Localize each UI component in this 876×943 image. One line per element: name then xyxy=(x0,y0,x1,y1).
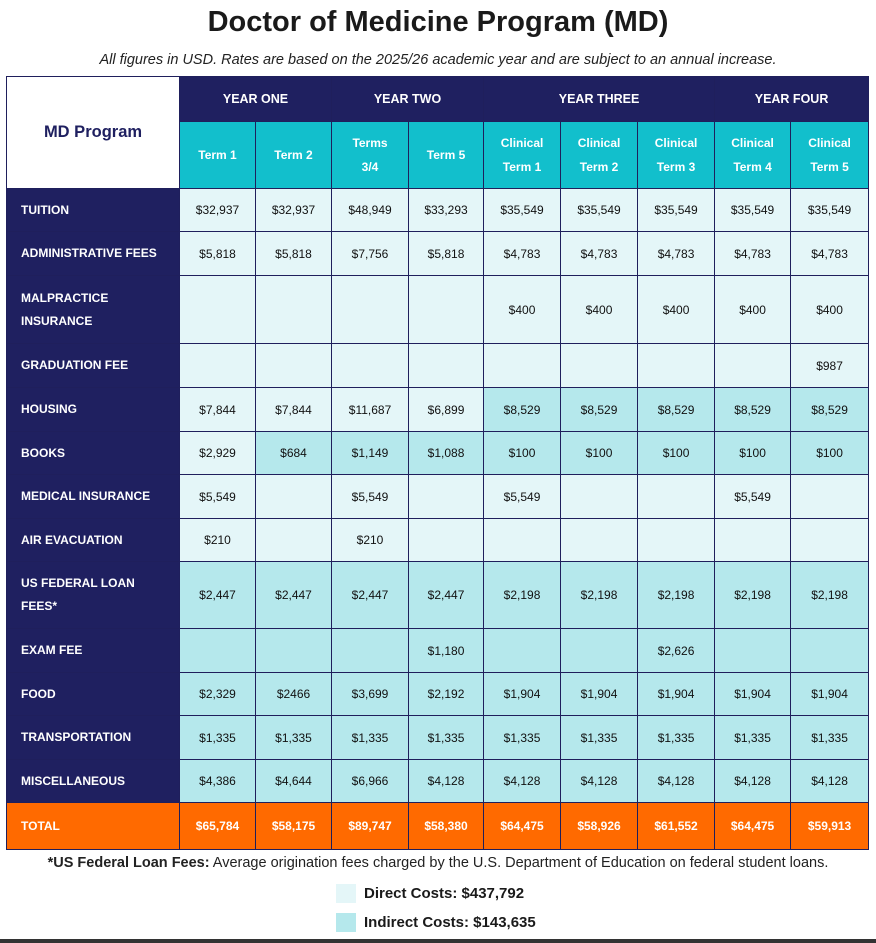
cost-cell xyxy=(791,629,869,673)
cost-cell: $4,128 xyxy=(561,760,638,803)
cost-cell xyxy=(561,475,638,519)
bottom-bar xyxy=(0,939,876,943)
row-label: EXAM FEE xyxy=(7,629,180,673)
cost-cell: $5,818 xyxy=(409,232,484,276)
cost-table xyxy=(6,76,869,850)
row-label: BOOKS xyxy=(7,432,180,475)
cost-cell: $1,904 xyxy=(638,673,715,716)
cost-cell: $210 xyxy=(180,519,256,562)
cost-cell: $2,626 xyxy=(638,629,715,673)
cost-cell: $8,529 xyxy=(791,388,869,432)
table-body xyxy=(7,189,869,850)
cost-cell: $2,198 xyxy=(791,562,869,629)
cost-cell: $4,128 xyxy=(638,760,715,803)
total-label: TOTAL xyxy=(7,803,180,850)
cost-cell: $2,447 xyxy=(256,562,332,629)
term-header: Clinical Term 1 xyxy=(484,122,561,189)
cost-cell: $2,447 xyxy=(332,562,409,629)
cost-cell: $4,783 xyxy=(561,232,638,276)
page-subtitle: All figures in USD. Rates are based on the 2025/26 academic year and are subject to an annual increase. xyxy=(99,52,777,68)
row-label: MISCELLANEOUS xyxy=(7,760,180,803)
total-cell: $64,475 xyxy=(715,803,791,850)
cost-cell: $4,783 xyxy=(638,232,715,276)
total-row xyxy=(7,803,869,850)
cost-cell xyxy=(638,344,715,388)
cost-cell: $5,818 xyxy=(180,232,256,276)
cost-cell: $6,966 xyxy=(332,760,409,803)
cost-cell xyxy=(409,276,484,344)
row-label: MALPRACTICE INSURANCE xyxy=(7,276,180,344)
cost-cell: $1,335 xyxy=(561,716,638,760)
total-cell: $65,784 xyxy=(180,803,256,850)
term-header: Clinical Term 3 xyxy=(638,122,715,189)
table-row xyxy=(7,344,869,388)
cost-cell: $100 xyxy=(791,432,869,475)
term-header: Term 1 xyxy=(180,122,256,189)
cost-cell: $987 xyxy=(791,344,869,388)
cost-cell: $5,549 xyxy=(332,475,409,519)
cost-cell: $100 xyxy=(638,432,715,475)
table-row xyxy=(7,189,869,232)
cost-cell: $1,904 xyxy=(791,673,869,716)
cost-cell xyxy=(484,519,561,562)
table-row xyxy=(7,562,869,629)
cost-cell xyxy=(791,475,869,519)
cost-cell xyxy=(180,276,256,344)
footnote xyxy=(0,855,876,871)
cost-cell xyxy=(332,629,409,673)
term-header: Terms 3/4 xyxy=(332,122,409,189)
cost-cell: $4,644 xyxy=(256,760,332,803)
cost-cell xyxy=(484,629,561,673)
cost-cell: $2466 xyxy=(256,673,332,716)
cost-cell: $2,198 xyxy=(561,562,638,629)
cost-cell: $100 xyxy=(484,432,561,475)
indirect-swatch xyxy=(336,913,356,932)
cost-cell: $2,198 xyxy=(484,562,561,629)
table-row xyxy=(7,519,869,562)
term-header: Clinical Term 5 xyxy=(791,122,869,189)
cost-cell: $1,180 xyxy=(409,629,484,673)
corner-header: MD Program xyxy=(7,77,180,189)
cost-cell: $35,549 xyxy=(638,189,715,232)
cost-cell: $2,329 xyxy=(180,673,256,716)
cost-cell: $1,904 xyxy=(484,673,561,716)
cost-cell: $1,904 xyxy=(561,673,638,716)
cost-cell: $7,844 xyxy=(256,388,332,432)
direct-swatch xyxy=(336,884,356,903)
cost-cell: $1,335 xyxy=(332,716,409,760)
cost-cell xyxy=(180,629,256,673)
cost-cell: $6,899 xyxy=(409,388,484,432)
cost-cell: $8,529 xyxy=(638,388,715,432)
cost-cell: $2,192 xyxy=(409,673,484,716)
term-header: Term 2 xyxy=(256,122,332,189)
row-label: TRANSPORTATION xyxy=(7,716,180,760)
cost-cell: $35,549 xyxy=(791,189,869,232)
cost-cell: $4,128 xyxy=(409,760,484,803)
cost-cell xyxy=(409,475,484,519)
cost-cell: $400 xyxy=(638,276,715,344)
cost-cell: $1,335 xyxy=(409,716,484,760)
cost-cell xyxy=(715,519,791,562)
row-label: AIR EVACUATION xyxy=(7,519,180,562)
year-header: YEAR FOUR xyxy=(715,77,869,122)
total-cell: $58,380 xyxy=(409,803,484,850)
cost-cell: $684 xyxy=(256,432,332,475)
total-cell: $61,552 xyxy=(638,803,715,850)
cost-cell: $7,756 xyxy=(332,232,409,276)
cost-cell: $2,198 xyxy=(715,562,791,629)
table-row xyxy=(7,760,869,803)
cost-cell xyxy=(409,519,484,562)
legend-direct-label: Direct Costs: $437,792 xyxy=(364,885,525,902)
row-label: ADMINISTRATIVE FEES xyxy=(7,232,180,276)
cost-cell: $33,293 xyxy=(409,189,484,232)
cost-cell xyxy=(256,344,332,388)
table-row xyxy=(7,673,869,716)
cost-cell: $210 xyxy=(332,519,409,562)
cost-cell: $4,128 xyxy=(715,760,791,803)
term-header: Clinical Term 2 xyxy=(561,122,638,189)
cost-cell: $7,844 xyxy=(180,388,256,432)
cost-cell: $1,904 xyxy=(715,673,791,716)
row-label: TUITION xyxy=(7,189,180,232)
row-label: HOUSING xyxy=(7,388,180,432)
total-cell: $58,175 xyxy=(256,803,332,850)
row-label: MEDICAL INSURANCE xyxy=(7,475,180,519)
cost-cell: $400 xyxy=(715,276,791,344)
cost-cell xyxy=(256,519,332,562)
legend-indirect xyxy=(336,913,536,932)
cost-cell: $4,128 xyxy=(484,760,561,803)
cost-cell: $5,549 xyxy=(715,475,791,519)
cost-cell xyxy=(409,344,484,388)
legend-direct xyxy=(336,884,524,903)
cost-cell: $48,949 xyxy=(332,189,409,232)
cost-cell: $4,783 xyxy=(791,232,869,276)
cost-cell: $1,335 xyxy=(791,716,869,760)
table-row xyxy=(7,629,869,673)
cost-cell xyxy=(332,276,409,344)
cost-cell: $35,549 xyxy=(715,189,791,232)
cost-cell: $4,783 xyxy=(484,232,561,276)
total-cell: $58,926 xyxy=(561,803,638,850)
row-label: FOOD xyxy=(7,673,180,716)
year-header-row xyxy=(7,77,869,122)
cost-cell xyxy=(561,629,638,673)
cost-cell: $8,529 xyxy=(561,388,638,432)
table-row xyxy=(7,475,869,519)
cost-cell: $400 xyxy=(561,276,638,344)
table-row xyxy=(7,716,869,760)
term-header: Clinical Term 4 xyxy=(715,122,791,189)
cost-cell: $2,447 xyxy=(409,562,484,629)
year-header: YEAR ONE xyxy=(180,77,332,122)
table-row xyxy=(7,232,869,276)
total-cell: $64,475 xyxy=(484,803,561,850)
cost-cell: $2,929 xyxy=(180,432,256,475)
cost-cell: $11,687 xyxy=(332,388,409,432)
cost-cell xyxy=(791,519,869,562)
row-label: GRADUATION FEE xyxy=(7,344,180,388)
cost-cell: $1,335 xyxy=(180,716,256,760)
cost-cell xyxy=(484,344,561,388)
cost-cell: $8,529 xyxy=(484,388,561,432)
cost-cell xyxy=(715,344,791,388)
cost-cell xyxy=(561,344,638,388)
cost-cell: $1,335 xyxy=(638,716,715,760)
cost-cell: $400 xyxy=(484,276,561,344)
cost-cell: $32,937 xyxy=(180,189,256,232)
legend-indirect-label: Indirect Costs: $143,635 xyxy=(364,914,536,931)
cost-cell: $4,783 xyxy=(715,232,791,276)
cost-cell: $100 xyxy=(715,432,791,475)
cost-cell: $1,088 xyxy=(409,432,484,475)
cost-cell: $35,549 xyxy=(484,189,561,232)
table-header xyxy=(7,77,869,189)
cost-cell: $400 xyxy=(791,276,869,344)
cost-cell: $3,699 xyxy=(332,673,409,716)
cost-cell xyxy=(561,519,638,562)
cost-cell: $4,128 xyxy=(791,760,869,803)
cost-cell: $4,386 xyxy=(180,760,256,803)
cost-cell xyxy=(332,344,409,388)
cost-cell: $5,549 xyxy=(484,475,561,519)
cost-cell xyxy=(256,276,332,344)
row-label: US FEDERAL LOAN FEES* xyxy=(7,562,180,629)
cost-cell xyxy=(256,629,332,673)
table-row xyxy=(7,432,869,475)
footnote-term: *US Federal Loan Fees: xyxy=(47,855,210,871)
cost-cell xyxy=(638,519,715,562)
cost-cell: $2,198 xyxy=(638,562,715,629)
total-cell: $89,747 xyxy=(332,803,409,850)
year-header: YEAR THREE xyxy=(484,77,715,122)
table-row xyxy=(7,388,869,432)
cost-cell xyxy=(638,475,715,519)
year-header: YEAR TWO xyxy=(332,77,484,122)
footnote-text: Average origination fees charged by the U.S. Department of Education on federal student loans. xyxy=(209,855,829,871)
cost-cell: $2,447 xyxy=(180,562,256,629)
cost-cell xyxy=(180,344,256,388)
cost-cell: $1,335 xyxy=(484,716,561,760)
term-header: Term 5 xyxy=(409,122,484,189)
cost-cell: $35,549 xyxy=(561,189,638,232)
cost-cell: $1,335 xyxy=(715,716,791,760)
cost-cell: $100 xyxy=(561,432,638,475)
cost-cell: $5,818 xyxy=(256,232,332,276)
cost-cell: $32,937 xyxy=(256,189,332,232)
cost-cell xyxy=(256,475,332,519)
cost-cell: $8,529 xyxy=(715,388,791,432)
total-cell: $59,913 xyxy=(791,803,869,850)
page-title: Doctor of Medicine Program (MD) xyxy=(207,6,669,38)
cost-cell: $1,335 xyxy=(256,716,332,760)
cost-cell xyxy=(715,629,791,673)
cost-cell: $1,149 xyxy=(332,432,409,475)
cost-cell: $5,549 xyxy=(180,475,256,519)
table-row xyxy=(7,276,869,344)
